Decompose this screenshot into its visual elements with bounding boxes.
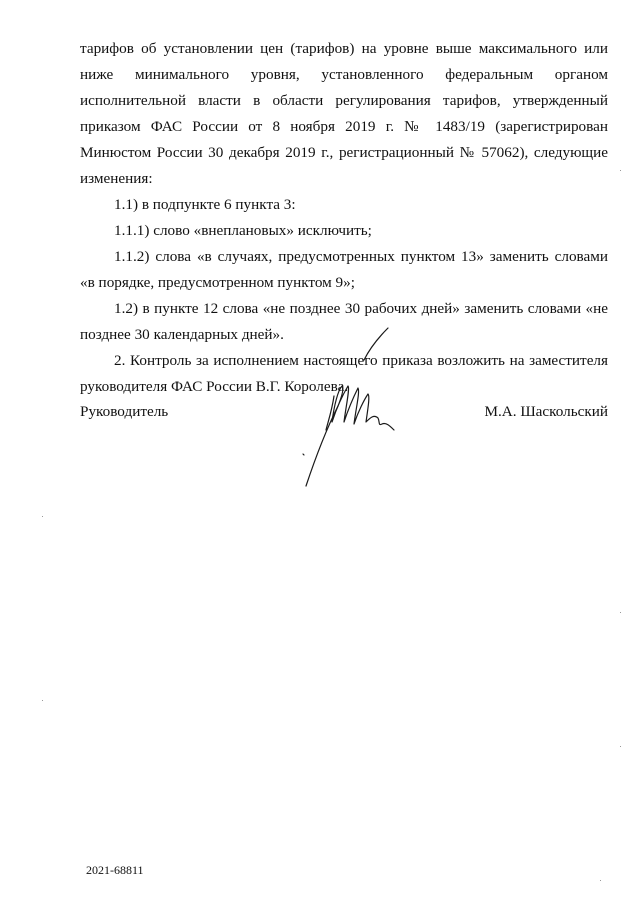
paragraph-2: 2. Контроль за исполнением настоящего приказа возложить на заместителя руководителя ФАС России В.Г. Королева. <box>80 352 608 395</box>
scan-artifact <box>600 880 601 881</box>
scan-artifact <box>42 700 43 701</box>
paragraph-continuation: тарифов об установлении цен (тарифов) на уровне выше максимального или ниже минимального уровня, установленного федеральным органом исполнительной власти в области регулирования тарифов, утвержденный приказом ФАС России от 8 ноября 2019 г. № 1483/19 (зарегистрирован Минюстом России 30 декабря 2019 г., регистрационный № 57062), следующие изменения: <box>80 40 608 187</box>
position-title: Руководитель <box>80 403 169 420</box>
signer-name: М.А. Шаскольский <box>484 403 608 420</box>
document-registration-number: 2021-68811 <box>86 863 144 877</box>
scan-artifact <box>42 516 43 517</box>
scan-artifact <box>620 170 621 171</box>
paragraph-1-1-2: 1.1.2) слова «в случаях, предусмотренных пунктом 13» заменить словами «в порядке, предусмотренном пунктом 9»; <box>80 248 608 291</box>
scan-artifact <box>620 746 621 747</box>
scan-artifact <box>620 612 621 613</box>
paragraph-1-1-1: 1.1.1) слово «внеплановых» исключить; <box>114 222 372 239</box>
paragraph-1-1: 1.1) в подпункте 6 пункта 3: <box>114 196 296 213</box>
handwritten-signature <box>298 326 408 492</box>
paragraph-1-2: 1.2) в пункте 12 слова «не позднее 30 рабочих дней» заменить словами «не позднее 30 календарных дней». <box>80 300 608 343</box>
